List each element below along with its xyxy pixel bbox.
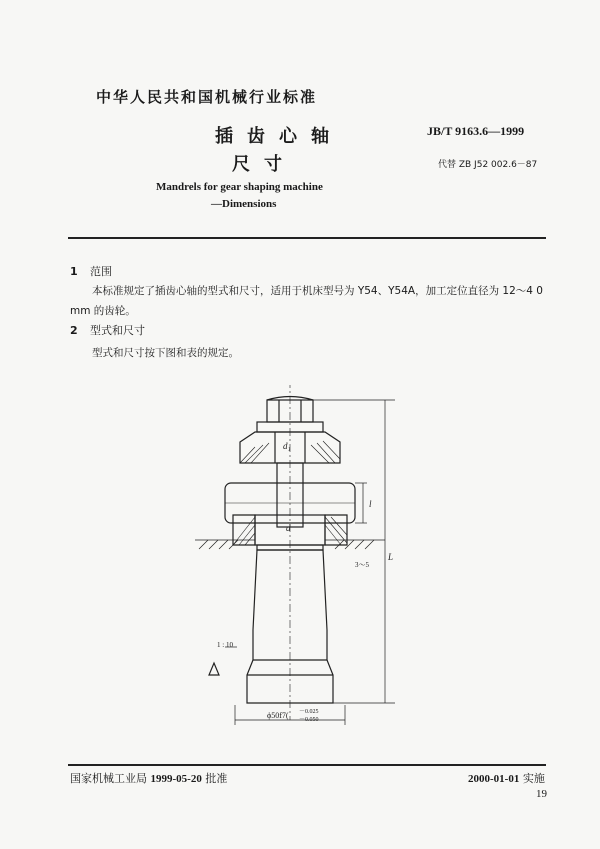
issuer-line (70, 770, 227, 786)
mandrel-drawing (195, 385, 435, 745)
section-title: 范围 (90, 265, 112, 278)
label-tol-upper: －0.025 (299, 709, 319, 715)
label-L: L (388, 552, 394, 562)
label-d1: d₁ (283, 441, 291, 451)
section-scope-text: 本标准规定了插齿心轴的型式和尺寸，适用于机床型号为 Y54、Y54A，加工定位直径为 12～4 0 mm 的齿轮。 (70, 285, 543, 317)
label-l: l (369, 499, 372, 509)
page-number: 19 (536, 788, 547, 800)
section-type-text: 型式和尺寸按下图和表的规定。 (92, 347, 239, 359)
header-divider (68, 237, 546, 239)
title-en-line2: —Dimensions (211, 198, 277, 210)
section-number: 1 (70, 265, 78, 278)
section-heading-type (70, 322, 145, 338)
label-d: d (286, 523, 291, 533)
implement-date: 2000-01-01 (468, 773, 520, 785)
replaces-note: 代替 ZB J52 002.6－87 (438, 160, 538, 170)
section-heading-scope (70, 263, 112, 279)
label-gap: 3～5 (355, 561, 369, 569)
standard-body-title: 中华人民共和国机械行业标准 (96, 88, 318, 106)
title-en-line1: Mandrels for gear shaping machine (156, 181, 323, 193)
taper-marker (209, 663, 219, 675)
approve-label: 批准 (205, 772, 228, 785)
label-diameter: ϕ50f7( (267, 711, 289, 720)
title-cn-line1: 插齿心轴 (215, 126, 343, 147)
issuer: 国家机械工业局 (70, 772, 147, 785)
implement-line (468, 770, 545, 786)
label-taper: 1 : 10 (217, 641, 233, 649)
implement-label: 实施 (522, 772, 545, 785)
dimension-lines (225, 400, 395, 725)
approve-date: 1999-05-20 (150, 773, 202, 785)
standard-number: JB/T 9163.6—1999 (427, 124, 525, 138)
section-number: 2 (70, 324, 78, 337)
title-cn-line2: 尺寸 (232, 154, 296, 175)
label-tol-lower: －0.050 (299, 717, 319, 723)
footer-divider (68, 764, 546, 766)
section-title: 型式和尺寸 (90, 324, 145, 337)
